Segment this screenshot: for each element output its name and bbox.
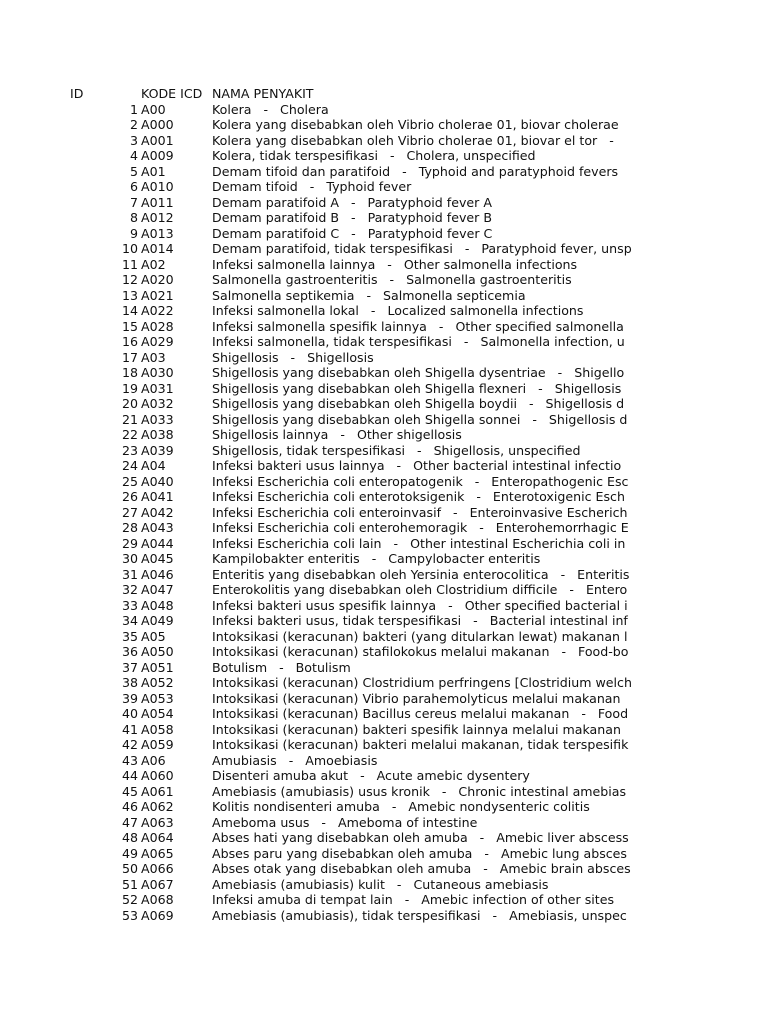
row-id: 30 — [121, 551, 138, 566]
header-code: KODE ICD — [141, 86, 203, 101]
row-disease-name: Amebiasis (amubiasis) usus kronik - Chronic intestinal amebias — [212, 783, 627, 799]
row-id: 6 — [129, 179, 138, 194]
row-disease-name: Kolera, tidak terspesifikasi - Cholera, unspecified — [212, 148, 536, 163]
row-id: 16 — [121, 334, 138, 349]
row-icd-code: A021 — [141, 287, 174, 303]
row-id: 15 — [121, 318, 138, 334]
row-icd-code: A053 — [141, 690, 174, 706]
table-row — [0, 179, 768, 195]
row-disease-name: Intoksikasi (keracunan) bakteri melalui makanan, tidak terspesifik — [212, 737, 629, 752]
row-icd-code: A050 — [141, 644, 174, 659]
row-id: 40 — [121, 706, 138, 721]
row-id: 43 — [121, 752, 138, 768]
row-disease-name: Amubiasis - Amoebiasis — [212, 752, 378, 768]
row-id: 38 — [121, 675, 138, 690]
table-row — [0, 350, 768, 366]
table-row — [0, 706, 768, 722]
table-row — [0, 164, 768, 180]
row-id: 31 — [121, 566, 138, 582]
table-row — [0, 226, 768, 242]
table-row — [0, 908, 768, 924]
row-icd-code: A046 — [141, 566, 174, 582]
table-row — [0, 815, 768, 831]
row-icd-code: A029 — [141, 334, 174, 349]
row-icd-code: A069 — [141, 907, 174, 923]
row-disease-name: Shigellosis, tidak terspesifikasi - Shigellosis, unspecified — [212, 442, 581, 458]
row-icd-code: A052 — [141, 675, 174, 690]
table-row — [0, 505, 768, 521]
row-disease-name: Infeksi bakteri usus, tidak terspesifikasi - Bacterial intestinal inf — [212, 613, 628, 628]
table-row — [0, 412, 768, 428]
row-disease-name: Demam paratifoid, tidak terspesifikasi - Paratyphoid fever, unsp — [212, 241, 632, 256]
row-disease-name: Shigellosis yang disebabkan oleh Shigella flexneri - Shigellosis — [212, 380, 622, 396]
table-row — [0, 427, 768, 443]
row-id: 34 — [121, 613, 138, 628]
table-row — [0, 551, 768, 567]
row-icd-code: A045 — [141, 551, 174, 566]
row-icd-code: A058 — [141, 721, 174, 737]
row-disease-name: Kolitis nondisenteri amuba - Amebic nondysenteric colitis — [212, 799, 590, 814]
table-row — [0, 660, 768, 676]
row-icd-code: A064 — [141, 830, 174, 845]
row-id: 12 — [121, 272, 138, 287]
row-id: 49 — [121, 845, 138, 861]
table-row — [0, 381, 768, 397]
row-id: 37 — [121, 659, 138, 675]
row-id: 45 — [121, 783, 138, 799]
row-icd-code: A040 — [141, 473, 174, 489]
table-row — [0, 598, 768, 614]
row-icd-code: A010 — [141, 179, 174, 194]
table-row — [0, 644, 768, 660]
row-icd-code: A066 — [141, 861, 174, 876]
row-disease-name: Infeksi salmonella, tidak terspesifikasi - Salmonella infection, u — [212, 334, 625, 349]
table-row — [0, 396, 768, 412]
table-row — [0, 489, 768, 505]
row-id: 32 — [121, 582, 138, 597]
row-icd-code: A067 — [141, 876, 174, 892]
row-disease-name: Intoksikasi (keracunan) bakteri (yang ditularkan lewat) makanan l — [212, 628, 628, 644]
row-icd-code: A031 — [141, 380, 174, 396]
row-disease-name: Infeksi Escherichia coli enteropatogenik - Enteropathogenic Esc — [212, 473, 629, 489]
row-icd-code: A00 — [141, 101, 166, 117]
row-disease-name: Salmonella gastroenteritis - Salmonella gastroenteritis — [212, 272, 572, 287]
row-disease-name: Enteritis yang disebabkan oleh Yersinia enterocolitica - Enteritis — [212, 566, 630, 582]
row-icd-code: A038 — [141, 427, 174, 442]
row-icd-code: A03 — [141, 349, 166, 365]
row-disease-name: Infeksi salmonella lainnya - Other salmonella infections — [212, 256, 578, 272]
row-id: 47 — [121, 814, 138, 830]
row-disease-name: Demam tifoid - Typhoid fever — [212, 179, 412, 194]
row-disease-name: Demam paratifoid A - Paratyphoid fever A — [212, 194, 492, 210]
table-row — [0, 117, 768, 133]
row-id: 11 — [121, 256, 138, 272]
table-row — [0, 474, 768, 490]
table-row — [0, 675, 768, 691]
row-id: 46 — [121, 799, 138, 814]
row-id: 44 — [121, 768, 138, 783]
row-id: 10 — [121, 241, 138, 256]
row-id: 50 — [121, 861, 138, 876]
row-disease-name: Abses otak yang disebabkan oleh amuba - Amebic brain absces — [212, 861, 631, 876]
row-id: 42 — [121, 737, 138, 752]
row-icd-code: A011 — [141, 194, 174, 210]
row-id: 2 — [129, 117, 138, 132]
row-icd-code: A049 — [141, 613, 174, 628]
row-disease-name: Kolera - Cholera — [212, 101, 329, 117]
row-id: 9 — [129, 225, 138, 241]
row-icd-code: A043 — [141, 520, 174, 535]
row-disease-name: Intoksikasi (keracunan) Vibrio parahemolyticus melalui makanan — [212, 690, 621, 706]
row-disease-name: Disenteri amuba akut - Acute amebic dysentery — [212, 768, 530, 783]
row-icd-code: A04 — [141, 458, 166, 473]
row-icd-code: A05 — [141, 628, 166, 644]
row-disease-name: Infeksi Escherichia coli lain - Other intestinal Escherichia coli in — [212, 535, 626, 551]
row-disease-name: Intoksikasi (keracunan) Bacillus cereus melalui makanan - Food — [212, 706, 629, 721]
row-id: 19 — [121, 380, 138, 396]
row-disease-name: Infeksi Escherichia coli enterotoksigenik - Enterotoxigenic Esch — [212, 489, 625, 504]
row-id: 41 — [121, 721, 138, 737]
table-row — [0, 722, 768, 738]
row-id: 5 — [129, 163, 138, 179]
table-row — [0, 768, 768, 784]
table-row — [0, 737, 768, 753]
table-row — [0, 303, 768, 319]
row-disease-name: Infeksi salmonella lokal - Localized salmonella infections — [212, 303, 584, 318]
row-icd-code: A014 — [141, 241, 174, 256]
table-row — [0, 334, 768, 350]
row-icd-code: A020 — [141, 272, 174, 287]
table-row — [0, 365, 768, 381]
row-icd-code: A041 — [141, 489, 174, 504]
table-row — [0, 892, 768, 908]
table-row — [0, 319, 768, 335]
row-icd-code: A028 — [141, 318, 174, 334]
row-id: 1 — [129, 101, 138, 117]
row-icd-code: A001 — [141, 132, 174, 148]
row-id: 25 — [121, 473, 138, 489]
table-row — [0, 536, 768, 552]
header-name: NAMA PENYAKIT — [212, 86, 314, 101]
row-id: 48 — [121, 830, 138, 845]
row-icd-code: A048 — [141, 597, 174, 613]
table-row — [0, 443, 768, 459]
row-disease-name: Intoksikasi (keracunan) bakteri spesifik lainnya melalui makanan — [212, 721, 621, 737]
row-id: 39 — [121, 690, 138, 706]
row-disease-name: Infeksi bakteri usus lainnya - Other bacterial intestinal infectio — [212, 458, 622, 473]
row-id: 8 — [129, 210, 138, 225]
row-disease-name: Infeksi salmonella spesifik lainnya - Other specified salmonella — [212, 318, 624, 334]
row-id: 53 — [121, 907, 138, 923]
table-row — [0, 133, 768, 149]
row-disease-name: Kolera yang disebabkan oleh Vibrio cholerae 01, biovar cholerae — [212, 117, 619, 132]
row-icd-code: A022 — [141, 303, 174, 318]
row-icd-code: A009 — [141, 148, 174, 163]
row-icd-code: A068 — [141, 892, 174, 907]
row-disease-name: Kolera yang disebabkan oleh Vibrio cholerae 01, biovar el tor - — [212, 132, 614, 148]
row-disease-name: Amebiasis (amubiasis), tidak terspesifikasi - Amebiasis, unspec — [212, 907, 627, 923]
row-icd-code: A060 — [141, 768, 174, 783]
row-icd-code: A047 — [141, 582, 174, 597]
row-id: 29 — [121, 535, 138, 551]
row-disease-name: Shigellosis yang disebabkan oleh Shigella dysentriae - Shigello — [212, 365, 625, 380]
row-disease-name: Infeksi Escherichia coli enterohemoragik - Enterohemorrhagic E — [212, 520, 629, 535]
row-disease-name: Kampilobakter enteritis - Campylobacter enteritis — [212, 551, 541, 566]
row-id: 18 — [121, 365, 138, 380]
table-row — [0, 520, 768, 536]
row-icd-code: A051 — [141, 659, 174, 675]
row-id: 52 — [121, 892, 138, 907]
table-row — [0, 799, 768, 815]
table-row — [0, 613, 768, 629]
row-disease-name: Abses hati yang disebabkan oleh amuba - Amebic liver abscess — [212, 830, 629, 845]
row-icd-code: A013 — [141, 225, 174, 241]
row-icd-code: A033 — [141, 411, 174, 427]
row-id: 23 — [121, 442, 138, 458]
row-disease-name: Shigellosis yang disebabkan oleh Shigella boydii - Shigellosis d — [212, 396, 625, 411]
row-id: 20 — [121, 396, 138, 411]
row-id: 21 — [121, 411, 138, 427]
row-disease-name: Demam tifoid dan paratifoid - Typhoid and paratyphoid fevers — [212, 163, 619, 179]
row-disease-name: Shigellosis lainnya - Other shigellosis — [212, 427, 462, 442]
row-id: 17 — [121, 349, 138, 365]
table-row — [0, 582, 768, 598]
row-id: 22 — [121, 427, 138, 442]
table-row — [0, 830, 768, 846]
row-icd-code: A063 — [141, 814, 174, 830]
row-id: 24 — [121, 458, 138, 473]
row-disease-name: Shigellosis - Shigellosis — [212, 349, 374, 365]
row-id: 3 — [129, 132, 138, 148]
row-disease-name: Botulism - Botulism — [212, 659, 351, 675]
row-id: 28 — [121, 520, 138, 535]
row-icd-code: A012 — [141, 210, 174, 225]
table-row — [0, 102, 768, 118]
row-icd-code: A02 — [141, 256, 166, 272]
row-disease-name: Infeksi bakteri usus spesifik lainnya - Other specified bacterial i — [212, 597, 628, 613]
row-disease-name: Shigellosis yang disebabkan oleh Shigella sonnei - Shigellosis d — [212, 411, 628, 427]
table-row — [0, 458, 768, 474]
table-row — [0, 691, 768, 707]
table-body — [0, 102, 768, 924]
table-header-row — [0, 86, 768, 102]
header-id: ID — [70, 86, 84, 101]
row-icd-code: A000 — [141, 117, 174, 132]
table-row — [0, 567, 768, 583]
row-id: 51 — [121, 876, 138, 892]
row-icd-code: A042 — [141, 504, 174, 520]
icd-table — [0, 86, 768, 923]
table-row — [0, 148, 768, 164]
row-disease-name: Abses paru yang disebabkan oleh amuba - Amebic lung absces — [212, 845, 627, 861]
table-row — [0, 241, 768, 257]
row-disease-name: Demam paratifoid B - Paratyphoid fever B — [212, 210, 492, 225]
row-id: 4 — [129, 148, 138, 163]
row-disease-name: Infeksi amuba di tempat lain - Amebic infection of other sites — [212, 892, 615, 907]
row-icd-code: A01 — [141, 163, 166, 179]
row-icd-code: A044 — [141, 535, 174, 551]
table-row — [0, 861, 768, 877]
row-id: 13 — [121, 287, 138, 303]
row-icd-code: A039 — [141, 442, 174, 458]
row-icd-code: A061 — [141, 783, 174, 799]
row-id: 33 — [121, 597, 138, 613]
row-disease-name: Ameboma usus - Ameboma of intestine — [212, 814, 478, 830]
row-id: 26 — [121, 489, 138, 504]
table-row — [0, 784, 768, 800]
row-icd-code: A06 — [141, 752, 166, 768]
row-id: 27 — [121, 504, 138, 520]
row-disease-name: Intoksikasi (keracunan) Clostridium perfringens [Clostridium welch — [212, 675, 632, 690]
row-disease-name: Enterokolitis yang disebabkan oleh Clostridium difficile - Entero — [212, 582, 628, 597]
row-icd-code: A032 — [141, 396, 174, 411]
row-disease-name: Demam paratifoid C - Paratyphoid fever C — [212, 225, 493, 241]
table-row — [0, 257, 768, 273]
row-id: 7 — [129, 194, 138, 210]
table-row — [0, 195, 768, 211]
table-row — [0, 877, 768, 893]
table-row — [0, 629, 768, 645]
row-id: 14 — [121, 303, 138, 318]
table-row — [0, 288, 768, 304]
row-id: 36 — [121, 644, 138, 659]
table-row — [0, 753, 768, 769]
row-icd-code: A054 — [141, 706, 174, 721]
row-disease-name: Amebiasis (amubiasis) kulit - Cutaneous amebiasis — [212, 876, 549, 892]
table-row — [0, 846, 768, 862]
row-icd-code: A062 — [141, 799, 174, 814]
table-row — [0, 210, 768, 226]
row-disease-name: Intoksikasi (keracunan) stafilokokus melalui makanan - Food-bo — [212, 644, 629, 659]
row-id: 35 — [121, 628, 138, 644]
row-icd-code: A030 — [141, 365, 174, 380]
row-disease-name: Salmonella septikemia - Salmonella septicemia — [212, 287, 526, 303]
row-icd-code: A059 — [141, 737, 174, 752]
table-row — [0, 272, 768, 288]
row-disease-name: Infeksi Escherichia coli enteroinvasif - Enteroinvasive Escherich — [212, 504, 628, 520]
row-icd-code: A065 — [141, 845, 174, 861]
